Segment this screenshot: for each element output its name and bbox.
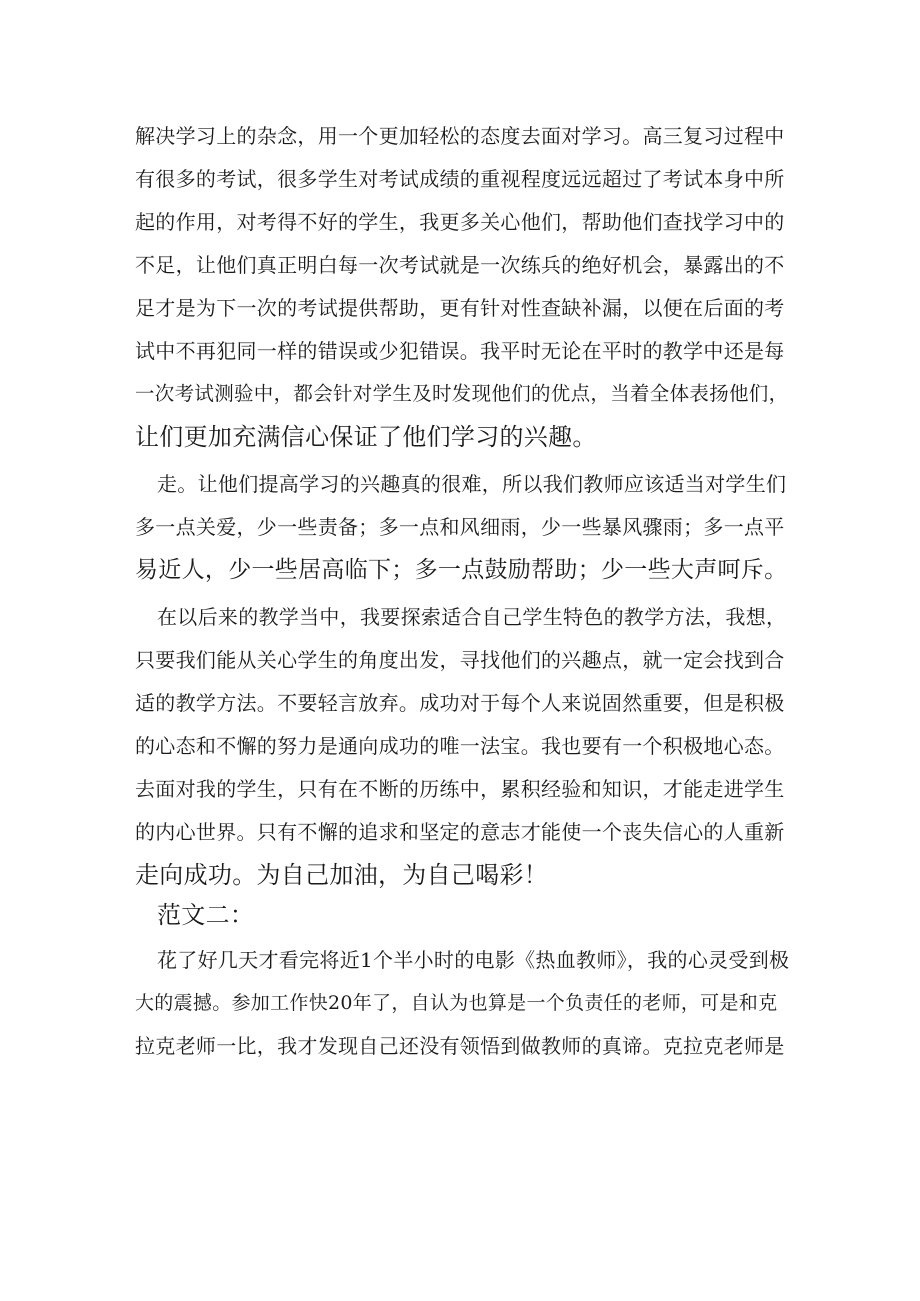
text-line: 一次考试测验中，都会针对学生及时发现他们的优点，当着全体表扬他们，: [135, 382, 789, 405]
text-line: 足才是为下一次的考试提供帮助，更有针对性查缺补漏，以便在后面的考: [135, 296, 785, 320]
text-line: 解决学习上的杂念，用一个更加轻松的态度去面对学习。高三复习过程中: [135, 124, 785, 148]
text-line: 让们更加充满信心保证了他们学习的兴趣。: [135, 423, 597, 451]
text-line: 走。让他们提高学习的兴趣真的很难，所以我们教师应该适当对学生们: [157, 472, 787, 496]
text-line: 试中不再犯同一样的错误或少犯错误。我平时无论在平时的教学中还是每: [135, 339, 785, 363]
text-line: 多一点关爱，少一些责备；多一点和风细雨，少一些暴风骤雨；多一点平: [135, 515, 785, 539]
text-line: 的内心世界。只有不懈的追求和坚定的意志才能使一个丧失信心的人重新: [135, 820, 785, 844]
text-line: 只要我们能从关心学生的角度出发，寻找他们的兴趣点，就一定会找到合: [135, 648, 785, 672]
text-line: 大的震撼。参加工作快20年了，自认为也算是一个负责任的老师，可是和克: [135, 992, 778, 1014]
text-line: 不足，让他们真正明白每一次考试就是一次练兵的绝好机会，暴露出的不: [135, 253, 785, 277]
text-line: 起的作用，对考得不好的学生，我更多关心他们，帮助他们查找学习中的: [135, 210, 785, 234]
text-line: 在以后来的教学当中，我要探索适合自己学生特色的教学方法，我想，: [157, 605, 787, 629]
text-line: 走向成功。为自己加油，为自己喝彩！: [135, 861, 549, 889]
text-line: 去面对我的学生，只有在不断的历练中，累积经验和知识，才能走进学生: [135, 777, 785, 801]
text-line: 有很多的考试，很多学生对考试成绩的重视程度远远超过了考试本身中所: [135, 167, 785, 191]
text-line: 花了好几天才看完将近1个半小时的电影《热血教师》，我的心灵受到极: [157, 948, 790, 972]
text-line: 的心态和不懈的努力是通向成功的唯一法宝。我也要有一个积极地心态。: [135, 734, 785, 758]
text-line: 适的教学方法。不要轻言放弃。成功对于每个人来说固然重要，但是积极: [135, 691, 785, 715]
text-line: 拉克老师一比，我才发现自己还没有领悟到做教师的真谛。克拉克老师是: [135, 1034, 785, 1058]
text-line: 易近人，少一些居高临下；多一点鼓励帮助；少一些大声呵斥。: [135, 557, 788, 583]
section-heading: 范文二：: [157, 901, 255, 929]
